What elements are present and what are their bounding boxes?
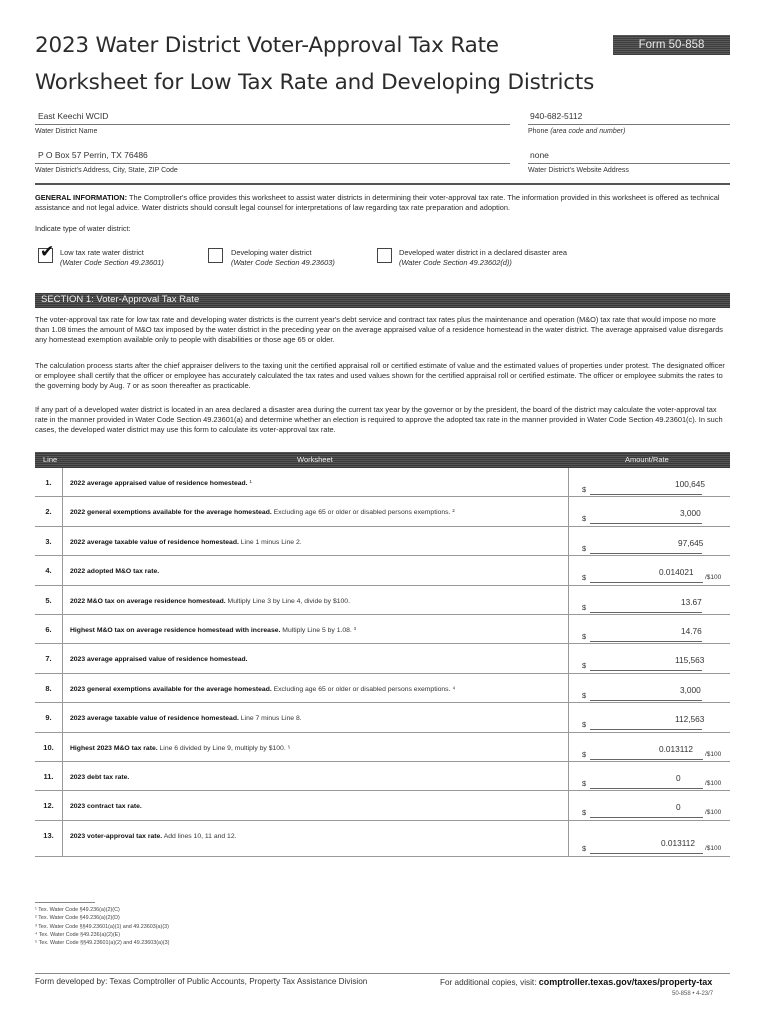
table-row <box>35 762 730 791</box>
line-description: 2023 debt tax rate. <box>70 773 130 781</box>
table-row <box>35 644 730 673</box>
table-row <box>35 468 730 497</box>
worksheet-table-header <box>35 452 730 468</box>
header-divider <box>35 183 730 185</box>
district-name-value[interactable]: East Keechi WCID <box>38 111 109 121</box>
website-value[interactable]: none <box>530 150 549 160</box>
line-number: 7. <box>35 644 63 672</box>
amount-value[interactable]: 100,645 <box>675 479 705 489</box>
amount-cell: $ 3,000 <box>568 497 730 525</box>
section1-title: SECTION 1: Voter-Approval Tax Rate <box>41 294 200 305</box>
district-address-line <box>35 163 510 164</box>
line-number: 4. <box>35 556 63 584</box>
table-row <box>35 791 730 820</box>
amount-value[interactable]: 0.013112 <box>659 743 693 754</box>
line-number: 11. <box>35 762 63 790</box>
table-row <box>35 733 730 762</box>
line-description: 2023 average appraised value of residence homestead. <box>70 656 248 664</box>
line-number: 5. <box>35 586 63 614</box>
amount-cell: $ 0 /$100 <box>568 791 730 819</box>
table-row <box>35 703 730 732</box>
footer-form-code: 50-858 • 4-23/7 <box>672 991 714 997</box>
amount-cell: $ 97,645 <box>568 527 730 555</box>
footer-credit: Form developed by: Texas Comptroller of Public Accounts, Property Tax Assistance Division <box>35 977 368 986</box>
amount-value[interactable]: 14.76 <box>681 625 702 636</box>
line-description: 2023 voter-approval tax rate. Add lines 10, 11 and 12. <box>70 832 237 840</box>
checkmark-icon: ✔ <box>40 242 55 262</box>
line-description: Highest M&O tax on average residence homestead with increase. Multiply Line 5 by 1.08. ³ <box>70 626 356 634</box>
table-row <box>35 586 730 615</box>
footnote: ⁵ Tex. Water Code §§49.23601(a)(2) and 49.23603(a)(3) <box>35 940 170 947</box>
table-row <box>35 497 730 526</box>
table-row <box>35 674 730 703</box>
footnote: ⁴ Tex. Water Code §49.236(a)(2)(E) <box>35 931 121 938</box>
line-number: 6. <box>35 615 63 643</box>
district-type-prompt: Indicate type of water district: <box>35 224 131 233</box>
amount-cell: $ 0.013112 /$100 <box>568 821 730 856</box>
website-line <box>528 163 730 164</box>
line-number: 12. <box>35 791 63 819</box>
line-number: 10. <box>35 733 63 761</box>
line-description: Highest 2023 M&O tax rate. Line 6 divided by Line 9, multiply by $100. ⁵ <box>70 744 291 752</box>
col-header-amount: Amount/Rate <box>625 455 669 464</box>
amount-cell: $ 13.67 <box>568 586 730 614</box>
amount-cell: $ 0 /$100 <box>568 762 730 790</box>
amount-value[interactable]: 0.014021 <box>659 567 694 578</box>
website-label: Water District's Website Address <box>528 167 629 174</box>
table-row <box>35 527 730 556</box>
footnote: ² Tex. Water Code §49.236(a)(2)(D) <box>35 915 120 922</box>
table-row <box>35 615 730 644</box>
form-number: Form 50-858 <box>638 39 705 51</box>
option-low-tax-rate: Low tax rate water district (Water Code Section 49.23601) <box>60 248 164 267</box>
amount-cell: $ 100,645 <box>568 468 730 496</box>
district-name-line <box>35 124 510 125</box>
district-address-value[interactable]: P O Box 57 Perrin, TX 76486 <box>38 150 148 160</box>
line-description: 2022 adopted M&O tax rate. <box>70 568 160 576</box>
line-number: 8. <box>35 674 63 702</box>
amount-cell: $ 115,563 <box>568 644 730 672</box>
footnote: ¹ Tex. Water Code §49.236(a)(2)(C) <box>35 907 120 913</box>
worksheet-table <box>35 468 730 857</box>
option-developed-disaster: Developed water district in a declared disaster area (Water Code Section 49.23602(d)) <box>399 248 568 267</box>
amount-value[interactable]: 0 <box>676 772 681 783</box>
amount-value[interactable]: 3,000 <box>680 508 701 519</box>
col-header-worksheet: Worksheet <box>297 455 333 464</box>
amount-value[interactable]: 0.013112 <box>661 837 695 848</box>
district-address-label: Water District's Address, City, State, ZIP Code <box>35 167 178 174</box>
line-description: 2022 average taxable value of residence homestead. Line 1 minus Line 2. <box>70 538 302 546</box>
line-description: 2023 contract tax rate. <box>70 803 142 811</box>
checkbox-low-tax-rate[interactable] <box>38 242 55 263</box>
amount-value[interactable]: 97,645 <box>678 537 704 548</box>
section1-paragraph-1: The voter-approval tax rate for low tax rate and developing water districts is the current year's debt service and contract tax rates plus the maintenance and operation (M&O) tax rate that would impose no more than 1.08 times the amount of M&O tax imposed by the water district in the preceding year on the average appraised value of a residence homestead in the water district. The average appraised value disregards any homestead exemption available only to people with disabilities or those age 65 or older. <box>35 315 723 345</box>
form-title-line2: Worksheet for Low Tax Rate and Developing Districts <box>35 70 595 95</box>
amount-value[interactable]: 112,563 <box>675 714 705 725</box>
district-name-label: Water District Name <box>35 128 98 135</box>
checkbox-developing[interactable] <box>208 248 223 263</box>
line-number: 2. <box>35 497 63 525</box>
section1-header <box>35 293 730 308</box>
line-description: 2023 general exemptions available for the average homestead. Excluding age 65 or older or disabled persons exemptions. ⁴ <box>70 685 456 693</box>
phone-label: Phone (area code and number) <box>528 128 626 135</box>
footer-link[interactable]: comptroller.texas.gov/taxes/property-tax <box>538 977 713 987</box>
amount-value[interactable]: 115,563 <box>675 655 705 666</box>
phone-line <box>528 124 730 125</box>
amount-value[interactable]: 0 <box>676 802 681 813</box>
form-number-badge <box>613 35 730 55</box>
amount-value[interactable]: 13.67 <box>681 596 702 607</box>
footnote: ³ Tex. Water Code §§49.23601(a)(1) and 49.23603(a)(3) <box>35 923 169 930</box>
amount-cell: $ 0.014021 /$100 <box>568 556 730 584</box>
table-row <box>35 821 730 857</box>
col-header-line: Line <box>43 455 58 464</box>
checkbox-developed-disaster[interactable] <box>377 248 392 263</box>
line-number: 1. <box>35 468 63 496</box>
section1-paragraph-3: If any part of a developed water district is located in an area declared a disaster area during the current tax year by the governor or by the president, the board of the district may calculate the voter-approval tax rate in the manner provided in Water Code Section 49.23601(a) and determine whether an election is required to approve the adopted tax rate in the manner provided in Water Code Section 49.23601(c). In such cases, the developed water district may use this form to calculate its voter-approval tax rate. <box>35 405 723 435</box>
section1-paragraph-2: The calculation process starts after the chief appraiser delivers to the taxing unit the certified appraisal roll or certified estimate of value and the estimated values of properties under protest. The designated officer or employee shall certify that the officer or employee has accurately calculated the tax rates and used values shown for the certified appraisal roll or certified estimate. The officer or employee submits the rates to the governing body by Aug. 7 or as soon thereafter as practicable. <box>35 361 725 391</box>
line-number: 3. <box>35 527 63 555</box>
form-title-line1: 2023 Water District Voter-Approval Tax Rate <box>35 33 499 58</box>
line-description: 2022 M&O tax on average residence homestead. Multiply Line 3 by Line 4, divide by $100. <box>70 597 350 605</box>
line-description: 2023 average taxable value of residence homestead. Line 7 minus Line 8. <box>70 715 302 723</box>
line-number: 13. <box>35 821 63 856</box>
amount-value[interactable]: 3,000 <box>680 684 701 695</box>
option-developing: Developing water district (Water Code Section 49.23603) <box>231 248 335 267</box>
amount-cell: $ 112,563 <box>568 703 730 731</box>
line-number: 9. <box>35 703 63 731</box>
amount-cell: $ 14.76 <box>568 615 730 643</box>
amount-cell: $ 3,000 <box>568 674 730 702</box>
footnotes <box>35 906 169 947</box>
phone-value[interactable]: 940-682-5112 <box>530 111 583 121</box>
table-row <box>35 556 730 585</box>
footer-copies: For additional copies, visit: comptroller.texas.gov/taxes/property-tax <box>440 977 713 987</box>
amount-cell: $ 0.013112 /$100 <box>568 733 730 761</box>
general-information: GENERAL INFORMATION: The Comptroller's office provides this worksheet to assist water districts in determining their voter-approval tax rate. The information provided in this worksheet is offered as technical assistance and not legal advice. Water districts should consult legal counsel for interpretations of law regarding tax rate preparation and adoption. <box>35 193 720 213</box>
line-description: 2022 general exemptions available for the average homestead. Excluding age 65 or older or disabled persons exemptions. ² <box>70 509 455 517</box>
line-description: 2022 average appraised value of residence homestead. ¹ <box>70 480 252 487</box>
footnote-divider <box>35 902 95 903</box>
footer-divider <box>35 973 730 974</box>
